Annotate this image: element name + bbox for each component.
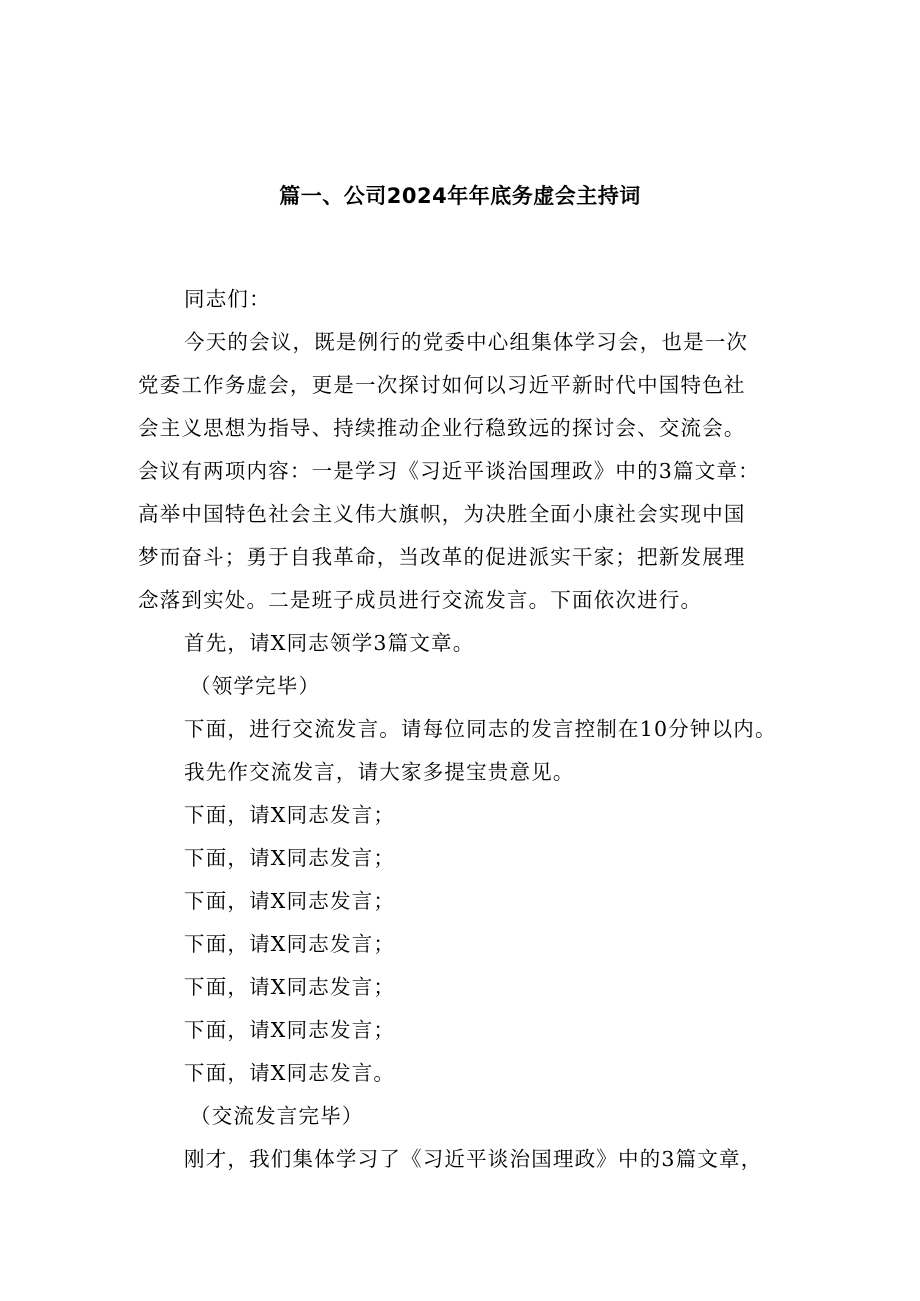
stage-note: （交流发言完毕）	[190, 1104, 364, 1128]
speaker-line: 下面，请X同志发言；	[184, 803, 396, 827]
speaker-line: 下面，请X同志发言；	[184, 975, 396, 999]
paragraph-line: 梦而奋斗；勇于自我革命，当改革的促进派实干家；把新发展理	[138, 545, 746, 569]
paragraph-line: 会议有两项内容：一是学习《习近平谈治国理政》中的3篇文章：	[138, 459, 760, 483]
paragraph-line: 今天的会议，既是例行的党委中心组集体学习会，也是一次	[184, 330, 749, 354]
speaker-line: 下面，请X同志发言；	[184, 889, 396, 913]
document-title: 篇一、公司2024年年底务虚会主持词	[279, 184, 641, 208]
greeting: 同志们：	[184, 287, 271, 311]
stage-note: （领学完毕）	[190, 674, 321, 698]
speaker-line: 下面，请X同志发言；	[184, 932, 396, 956]
paragraph-line: 我先作交流发言，请大家多提宝贵意见。	[184, 760, 575, 784]
paragraph-line: 党委工作务虚会，更是一次探讨如何以习近平新时代中国特色社	[138, 373, 746, 397]
paragraph-line: 念落到实处。二是班子成员进行交流发言。下面依次进行。	[138, 588, 703, 612]
paragraph-line: 刚才，我们集体学习了《习近平谈治国理政》中的3篇文章，	[184, 1147, 763, 1171]
paragraph-line: 首先，请X同志领学3篇文章。	[184, 631, 475, 655]
speaker-line: 下面，请X同志发言；	[184, 846, 396, 870]
paragraph-line: 下面，进行交流发言。请每位同志的发言控制在10分钟以内。	[184, 717, 777, 741]
speaker-line: 下面，请X同志发言；	[184, 1018, 396, 1042]
paragraph-line: 会主义思想为指导、持续推动企业行稳致远的探讨会、交流会。	[138, 416, 746, 440]
speaker-line: 下面，请X同志发言。	[184, 1061, 396, 1085]
paragraph-line: 高举中国特色社会主义伟大旗帜，为决胜全面小康社会实现中国	[138, 502, 746, 526]
